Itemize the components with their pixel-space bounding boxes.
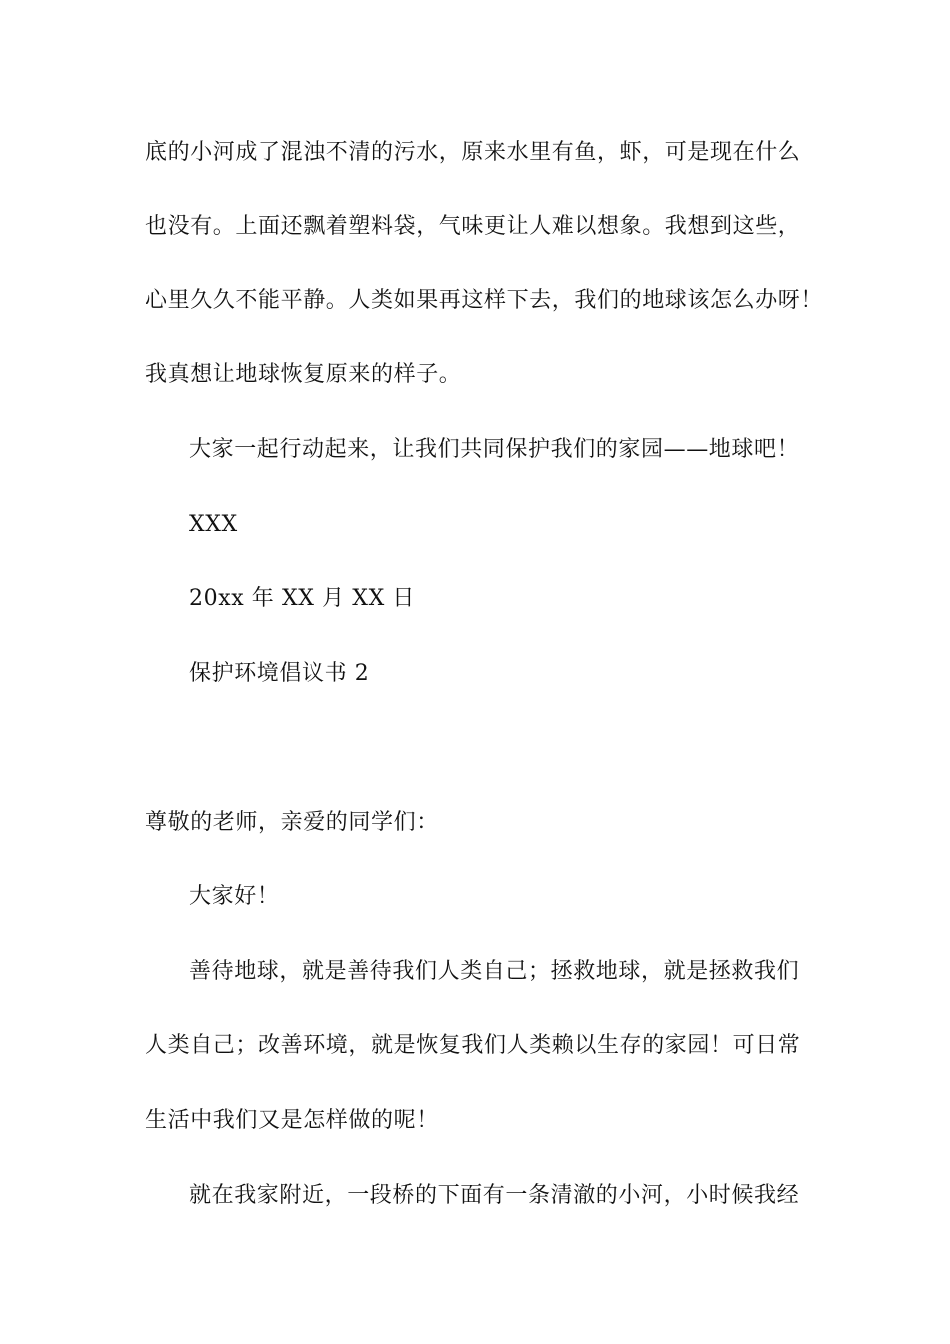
- body-text-line: 心里久久不能平静。人类如果再这样下去，我们的地球该怎么办呀！: [145, 288, 824, 313]
- body-text-line: 人类自己；改善环境，就是恢复我们人类赖以生存的家园！可日常: [145, 1033, 801, 1058]
- body-text-line: 我真想让地球恢复原来的样子。: [145, 362, 462, 387]
- body-text-line: 底的小河成了混浊不清的污水，原来水里有鱼，虾，可是现在什么: [145, 140, 801, 165]
- body-text-line: 也没有。上面还飘着塑料袋，气味更让人难以想象。我想到这些，: [145, 214, 801, 239]
- call-to-action-line: 大家一起行动起来，让我们共同保护我们的家园——地球吧！: [189, 437, 800, 462]
- body-text-line: 就在我家附近，一段桥的下面有一条清澈的小河，小时候我经: [189, 1183, 800, 1208]
- body-text-line: 善待地球，就是善待我们人类自己；拯救地球，就是拯救我们: [189, 959, 800, 984]
- greeting: 大家好！: [189, 884, 280, 909]
- signature-date: 20xx 年 XX 月 XX 日: [189, 586, 416, 611]
- section-title: 保护环境倡议书 2: [189, 661, 370, 686]
- salutation: 尊敬的老师，亲爱的同学们：: [145, 810, 439, 835]
- body-text-line: 生活中我们又是怎样做的呢！: [145, 1108, 439, 1133]
- signature-name: XXX: [189, 512, 238, 537]
